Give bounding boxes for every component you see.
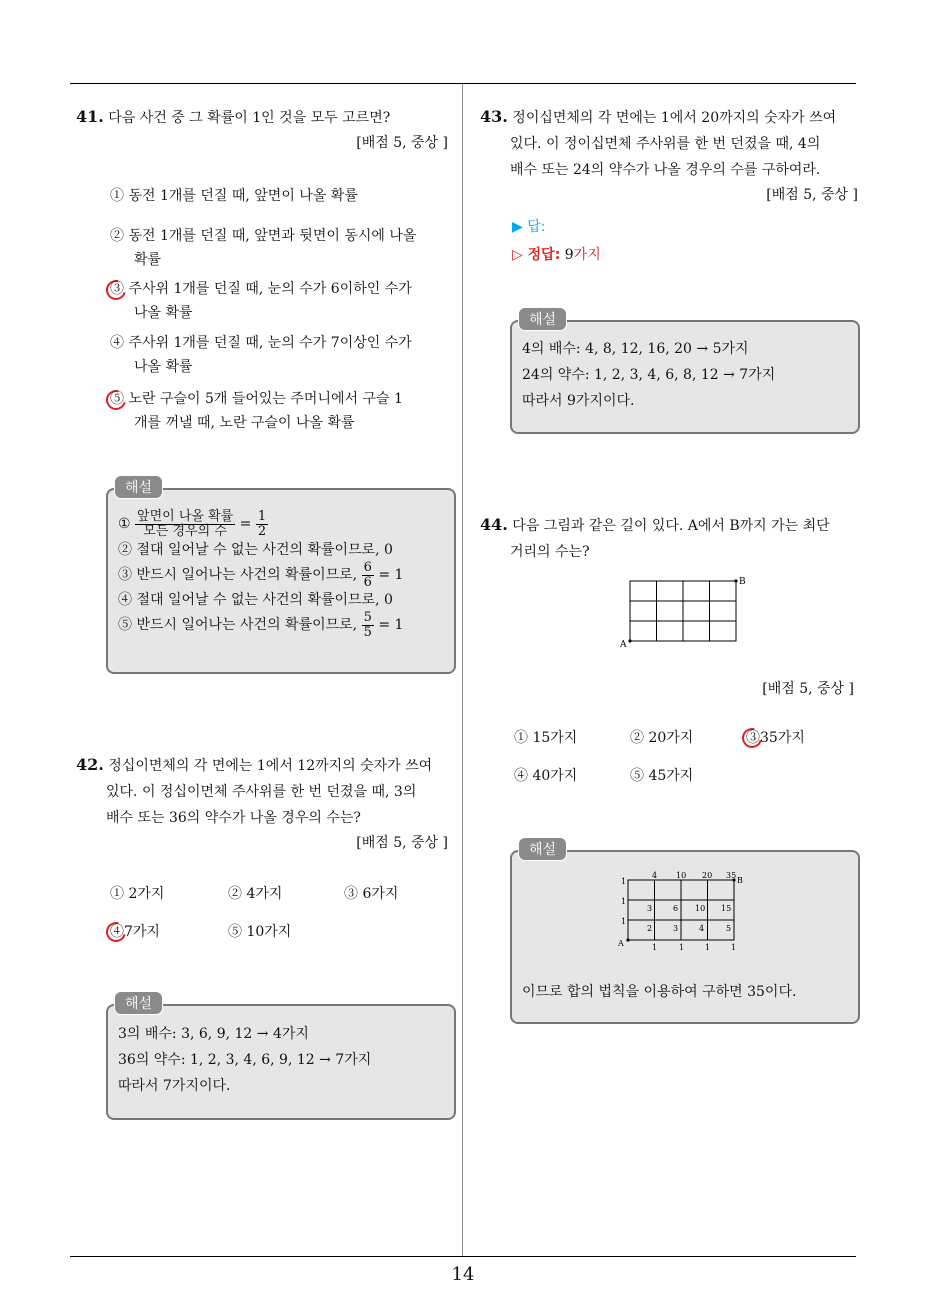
svg-text:3: 3 — [673, 924, 679, 933]
bottom-rule — [70, 1256, 856, 1257]
svg-text:4: 4 — [699, 924, 705, 933]
svg-text:A: A — [618, 939, 624, 948]
page-number: 14 — [451, 1264, 475, 1285]
svg-text:10: 10 — [676, 871, 687, 880]
svg-text:10: 10 — [695, 904, 706, 913]
q43-answer-label: ▶ 답: — [512, 219, 546, 235]
q44-grid-figure — [616, 572, 756, 652]
q44-stem: 44. 다음 그림과 같은 길이 있다. A에서 B까지 가는 최단 거리의 수는? — [480, 515, 830, 560]
q42-meta: [배점 5, 중상 ] — [356, 835, 448, 851]
q41-solution-label: 해설 — [114, 475, 163, 499]
q44-label-a: A — [620, 640, 627, 650]
q41-solution-body: ① $\frac{\text{앞면이 나올 확률}}{\text{모든 경우의 수}}$ = $\frac{1}{2}$ ② 절대 일어날 수 없는 사건의 확률이므로, 0 ③ 반드시 일어나는 사건의 확률이므로, $\frac{6}{6}$ = 1 ④ 절대 일어날 수 없는 사건의 확률이므로, 0 ⑤ 반드시 일어나는 사건의 확률이므로, $\frac{5}{5}$ = 1 — [118, 508, 404, 640]
svg-text:B: B — [737, 876, 743, 885]
q41-choice-1[interactable]: ① 동전 1개를 던질 때, 앞면이 나올 확률 — [110, 188, 358, 204]
q44-solution-text: 이므로 합의 법칙을 이용하여 구하면 35이다. — [522, 984, 797, 1000]
q43-solution-label: 해설 — [518, 307, 567, 331]
q44-label-b: B — [739, 577, 746, 587]
svg-text:4: 4 — [652, 871, 658, 880]
svg-text:1: 1 — [621, 917, 627, 926]
svg-text:1: 1 — [705, 943, 711, 952]
q44-solution-label: 해설 — [518, 837, 567, 861]
q44-choice-4[interactable]: ④ 40가지 — [514, 768, 578, 784]
q42-choice-4[interactable]: ④7가지 — [110, 924, 160, 940]
svg-text:1: 1 — [652, 943, 658, 952]
q44-choice-5[interactable]: ⑤ 45가지 — [630, 768, 694, 784]
q41-fraction-1: $\frac{\text{앞면이 나올 확률}}{\text{모든 경우의 수}}$ — [137, 508, 234, 539]
q41-stem — [76, 104, 390, 131]
q42-stem: 42. 정십이면체의 각 면에는 1에서 12까지의 숫자가 쓰여 있다. 이 정십이면체 주사위를 한 번 던졌을 때, 3의 배수 또는 36의 약수가 나올 경우의 수는? — [76, 755, 433, 826]
q43-meta: [배점 5, 중상 ] — [766, 187, 858, 203]
q42-choice-3[interactable]: ③ 6가지 — [344, 886, 399, 902]
top-rule — [70, 83, 856, 84]
q42-choice-1[interactable]: ① 2가지 — [110, 886, 165, 902]
q41-choice-3[interactable]: ③ 주사위 1개를 던질 때, 눈의 수가 6이하인 수가 나올 확률 — [110, 281, 412, 321]
q41-text: 다음 사건 중 그 확률이 1인 것을 모두 고르면? — [108, 110, 391, 126]
svg-text:2: 2 — [647, 924, 653, 933]
svg-text:15: 15 — [721, 904, 732, 913]
q43-solution-body: 4의 배수: 4, 8, 12, 16, 20 → 5가지 24의 약수: 1, 2, 3, 4, 6, 8, 12 → 7가지 따라서 9가지이다. — [522, 341, 776, 409]
q43-stem: 43. 정이십면체의 각 면에는 1에서 20까지의 숫자가 쓰여 있다. 이 정이십면체 주사위를 한 번 던졌을 때, 4의 배수 또는 24의 약수가 나올 경우의 수를 구하여라. — [480, 107, 837, 178]
svg-text:3: 3 — [647, 904, 653, 913]
q44-meta: [배점 5, 중상 ] — [762, 681, 854, 697]
svg-text:1: 1 — [679, 943, 685, 952]
q42-choice-2[interactable]: ② 4가지 — [228, 886, 283, 902]
q44-solution-grid — [610, 866, 760, 952]
q41-number: 41. — [76, 107, 104, 126]
column-divider — [462, 84, 463, 1256]
svg-text:1: 1 — [621, 877, 627, 886]
q43-correct-answer: ▷ 정답: 9가지 — [512, 247, 601, 263]
svg-text:6: 6 — [673, 904, 679, 913]
q42-solution-label: 해설 — [114, 991, 163, 1015]
q41-choice-2[interactable]: ② 동전 1개를 던질 때, 앞면과 뒷면이 동시에 나올 확률 — [110, 228, 417, 268]
q42-solution-body: 3의 배수: 3, 6, 9, 12 → 4가지 36의 약수: 1, 2, 3, 4, 6, 9, 12 → 7가지 따라서 7가지이다. — [118, 1026, 372, 1094]
svg-text:1: 1 — [621, 897, 627, 906]
svg-text:1: 1 — [731, 943, 737, 952]
q42-choice-5[interactable]: ⑤ 10가지 — [228, 924, 292, 940]
q41-meta: [배점 5, 중상 ] — [356, 135, 448, 151]
q44-choice-2[interactable]: ② 20가지 — [630, 730, 694, 746]
q41-choice-4[interactable]: ④ 주사위 1개를 던질 때, 눈의 수가 7이상인 수가 나올 확률 — [110, 335, 412, 375]
svg-text:5: 5 — [726, 924, 732, 933]
q44-choice-1[interactable]: ① 15가지 — [514, 730, 578, 746]
q41-choice-5[interactable]: ⑤ 노란 구슬이 5개 들어있는 주머니에서 구슬 1 개를 꺼낼 때, 노란 구슬이 나올 확률 — [110, 391, 403, 431]
svg-text:35: 35 — [726, 871, 737, 880]
svg-text:20: 20 — [702, 871, 713, 880]
q44-choice-3[interactable]: ③35가지 — [746, 730, 805, 746]
